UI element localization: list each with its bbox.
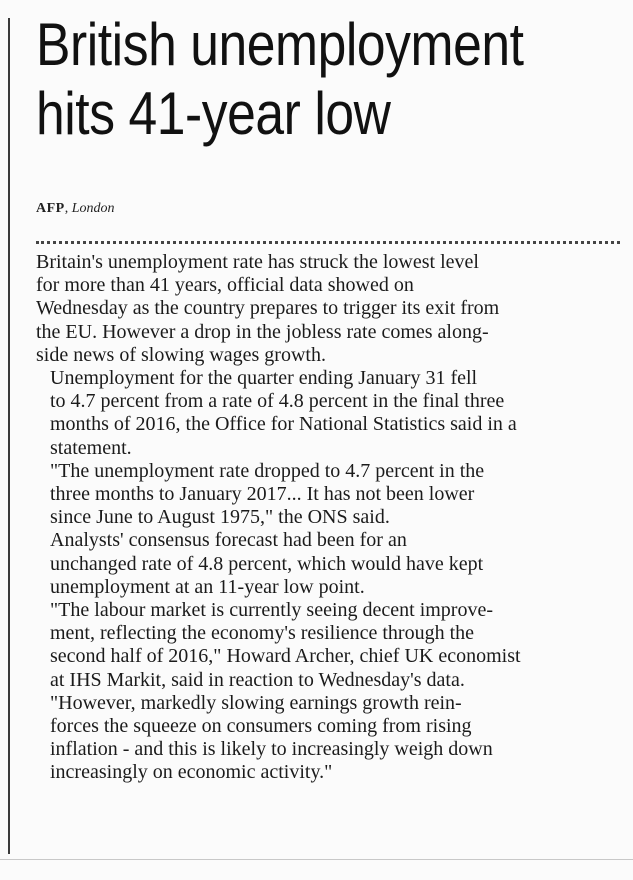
byline-separator: , — [64, 201, 69, 216]
text-line: statement. — [50, 436, 132, 459]
paragraph — [36, 692, 626, 785]
text-line: ment, reflecting the economy's resilience through the — [50, 622, 475, 645]
text-line: "The labour market is currently seeing decent improve- — [50, 599, 493, 622]
headline — [36, 10, 543, 148]
dotted-divider — [36, 241, 620, 244]
text-line: at IHS Markit, said in reaction to Wednesday's data. — [50, 668, 465, 691]
text-line: unchanged rate of 4.8 percent, which would have kept — [50, 552, 484, 575]
text-line: for more than 41 years, official data showed on — [36, 274, 414, 297]
paragraph — [36, 460, 626, 530]
paragraph — [36, 599, 626, 692]
paragraph — [36, 367, 626, 460]
column-rule — [8, 18, 10, 854]
text-line: since June to August 1975," the ONS said. — [50, 506, 390, 529]
paragraph — [36, 251, 626, 367]
text-line: "However, markedly slowing earnings growth rein- — [50, 691, 462, 714]
text-line: second half of 2016," Howard Archer, chief UK economist — [50, 645, 521, 668]
headline-line: hits 41-year low — [36, 80, 391, 147]
headline-line: British unemployment — [36, 11, 524, 78]
article-body — [36, 251, 626, 785]
byline-location: London — [71, 201, 115, 216]
text-line: unemployment at an 11-year low point. — [50, 575, 365, 598]
byline — [36, 201, 115, 217]
text-line: the EU. However a drop in the jobless rate comes along- — [36, 320, 489, 343]
bottom-rule — [0, 859, 633, 860]
text-line: Wednesday as the country prepares to trigger its exit from — [36, 297, 500, 320]
text-line: forces the squeeze on consumers coming from rising — [50, 715, 472, 738]
byline-agency: AFP — [36, 201, 65, 216]
text-line: increasingly on economic activity." — [50, 761, 333, 784]
text-line: Unemployment for the quarter ending January 31 fell — [50, 367, 478, 390]
text-line: "The unemployment rate dropped to 4.7 percent in the — [50, 459, 485, 482]
text-line: Britain's unemployment rate has struck the lowest level — [36, 251, 479, 273]
text-line: side news of slowing wages growth. — [36, 343, 326, 366]
text-line: months of 2016, the Office for National Statistics said in a — [50, 413, 517, 436]
paragraph — [36, 529, 626, 599]
text-line: three months to January 2017... It has not been lower — [50, 483, 475, 506]
text-line: Analysts' consensus forecast had been for an — [50, 529, 407, 552]
text-line: inflation - and this is likely to increasingly weigh down — [50, 738, 493, 761]
text-line: to 4.7 percent from a rate of 4.8 percent in the final three — [50, 390, 505, 413]
